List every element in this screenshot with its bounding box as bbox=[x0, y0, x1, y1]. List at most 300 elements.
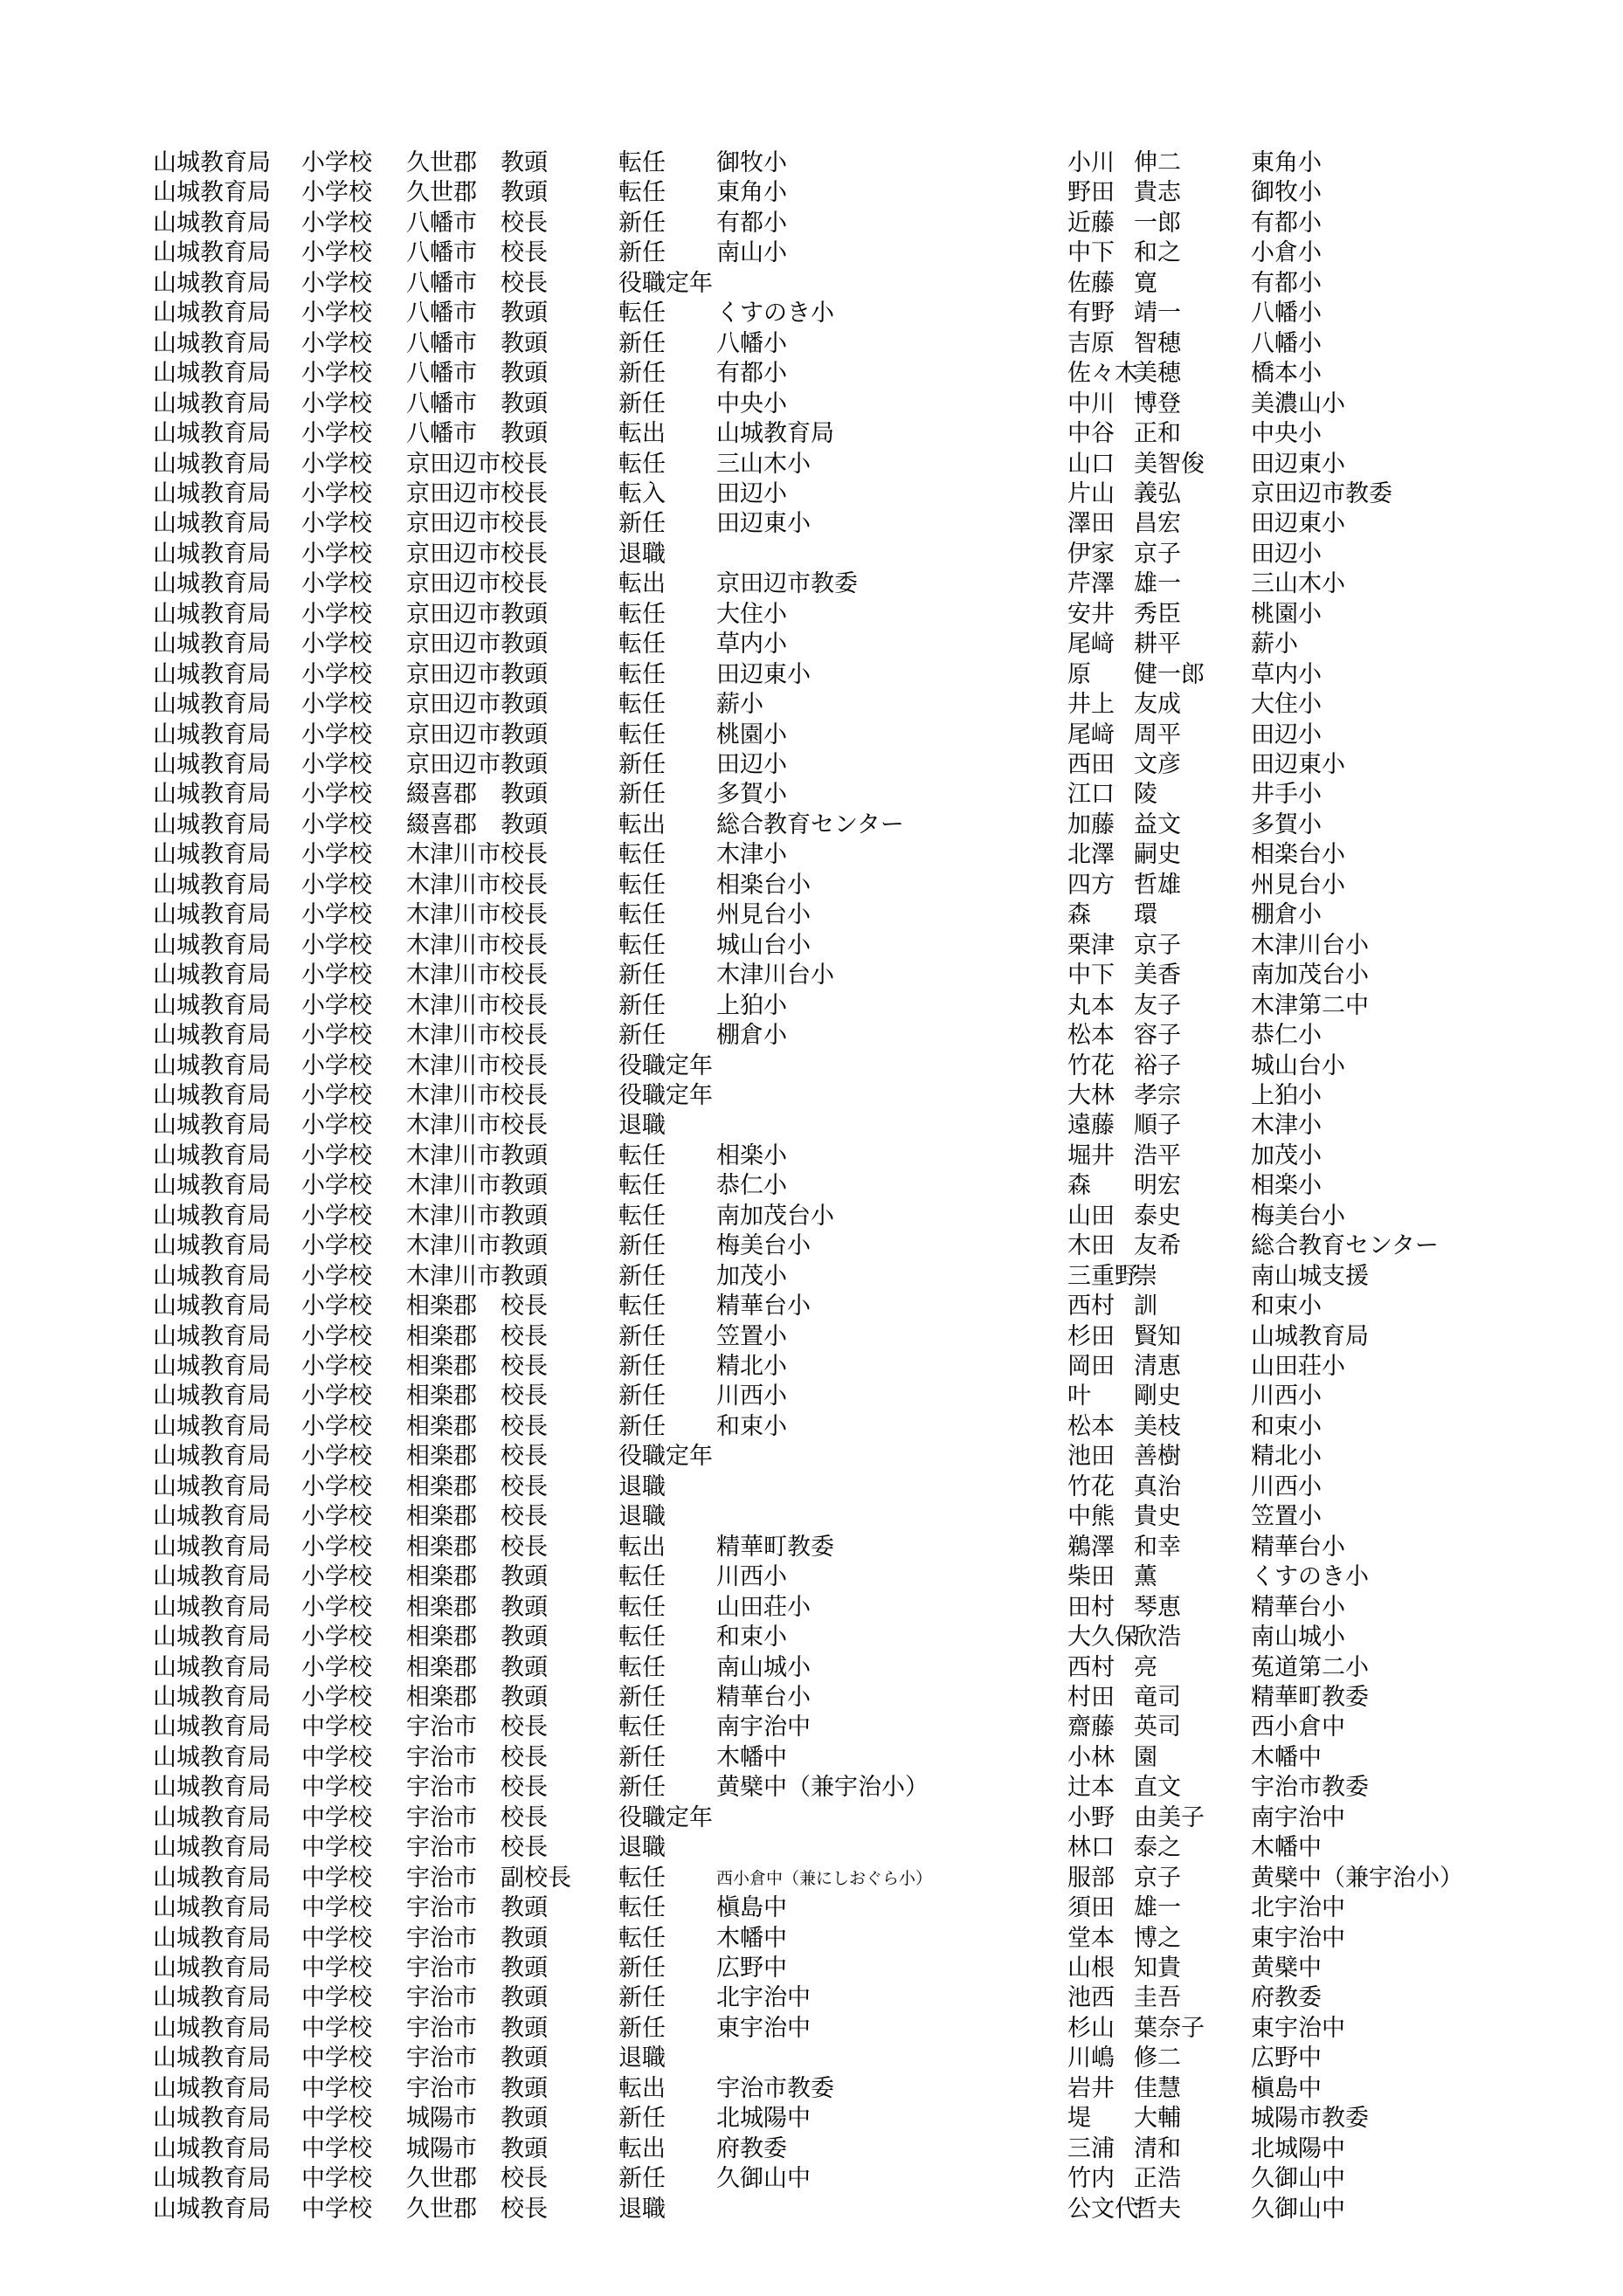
school-type-cell: 小学校 bbox=[301, 1293, 372, 1320]
municipality-cell: 相楽郡 bbox=[406, 1382, 477, 1410]
table-row bbox=[0, 1833, 1623, 1863]
surname-cell: 中川 bbox=[1067, 390, 1115, 417]
office-cell: 山城教育局 bbox=[153, 450, 271, 478]
table-row bbox=[0, 329, 1623, 359]
school-type-cell: 小学校 bbox=[301, 570, 372, 598]
change-type-cell: 転任 bbox=[618, 600, 666, 628]
table-row bbox=[0, 660, 1623, 690]
new-school-cell: 黄檗中（兼宇治小） bbox=[716, 1774, 929, 1802]
given-name-cell: 陵 bbox=[1134, 781, 1157, 809]
table-row bbox=[0, 238, 1623, 268]
surname-cell: 木田 bbox=[1067, 1232, 1115, 1260]
municipality-cell: 相楽郡 bbox=[406, 1593, 477, 1621]
municipality-cell: 相楽郡 bbox=[406, 1503, 477, 1531]
school-type-cell: 小学校 bbox=[301, 751, 372, 778]
school-type-cell: 中学校 bbox=[301, 1803, 372, 1831]
office-cell: 山城教育局 bbox=[153, 570, 271, 598]
previous-school-cell: 木津第二中 bbox=[1251, 991, 1369, 1019]
position-cell: 校長 bbox=[501, 1353, 548, 1380]
new-school-cell: 川西小 bbox=[716, 1382, 787, 1410]
previous-school-cell: 美濃山小 bbox=[1251, 390, 1345, 417]
municipality-cell: 綴喜郡 bbox=[406, 781, 477, 809]
change-type-cell: 新任 bbox=[618, 329, 666, 357]
given-name-cell: 知貴 bbox=[1134, 1955, 1181, 1982]
municipality-cell: 木津川市 bbox=[406, 1262, 501, 1290]
table-row bbox=[0, 1773, 1623, 1803]
surname-cell: 杉山 bbox=[1067, 2014, 1115, 2042]
change-type-cell: 役職定年 bbox=[618, 1051, 713, 1079]
table-row bbox=[0, 2164, 1623, 2194]
change-type-cell: 新任 bbox=[618, 360, 666, 388]
given-name-cell: 正和 bbox=[1134, 420, 1181, 448]
table-row bbox=[0, 2134, 1623, 2164]
office-cell: 山城教育局 bbox=[153, 1624, 271, 1651]
new-school-cell: 加茂小 bbox=[716, 1262, 787, 1290]
change-type-cell: 新任 bbox=[618, 962, 666, 989]
table-row bbox=[0, 840, 1623, 870]
school-type-cell: 小学校 bbox=[301, 1353, 372, 1380]
change-type-cell: 新任 bbox=[618, 2014, 666, 2042]
given-name-cell: 琴恵 bbox=[1134, 1593, 1181, 1621]
previous-school-cell: 広野中 bbox=[1251, 2044, 1322, 2072]
previous-school-cell: 木幡中 bbox=[1251, 1743, 1322, 1771]
new-school-cell: 木津小 bbox=[716, 841, 787, 869]
office-cell: 山城教育局 bbox=[153, 1022, 271, 1050]
school-type-cell: 中学校 bbox=[301, 2014, 372, 2042]
school-type-cell: 小学校 bbox=[301, 600, 372, 628]
surname-cell: 遠藤 bbox=[1067, 1112, 1115, 1140]
municipality-cell: 相楽郡 bbox=[406, 1472, 477, 1500]
office-cell: 山城教育局 bbox=[153, 1803, 271, 1831]
given-name-cell: 崇 bbox=[1134, 1262, 1157, 1290]
position-cell: 教頭 bbox=[501, 751, 548, 778]
surname-cell: 丸本 bbox=[1067, 991, 1115, 1019]
position-cell: 教頭 bbox=[501, 360, 548, 388]
position-cell: 教頭 bbox=[501, 1894, 548, 1922]
position-cell: 校長 bbox=[501, 1533, 548, 1561]
table-row bbox=[0, 1292, 1623, 1321]
school-type-cell: 小学校 bbox=[301, 1322, 372, 1350]
given-name-cell: 貴志 bbox=[1134, 179, 1181, 207]
surname-cell: 大久保 bbox=[1067, 1624, 1138, 1651]
school-type-cell: 小学校 bbox=[301, 691, 372, 719]
position-cell: 校長 bbox=[501, 1112, 548, 1140]
municipality-cell: 相楽郡 bbox=[406, 1443, 477, 1471]
school-type-cell: 小学校 bbox=[301, 1533, 372, 1561]
new-school-cell: 京田辺市教委 bbox=[716, 570, 858, 598]
school-type-cell: 小学校 bbox=[301, 1141, 372, 1169]
given-name-cell: 健一郎 bbox=[1134, 660, 1205, 688]
new-school-cell: 川西小 bbox=[716, 1563, 787, 1591]
new-school-cell: 山城教育局 bbox=[716, 420, 834, 448]
change-type-cell: 退職 bbox=[618, 540, 666, 568]
change-type-cell: 新任 bbox=[618, 1412, 666, 1440]
given-name-cell: 博登 bbox=[1134, 390, 1181, 417]
surname-cell: 北澤 bbox=[1067, 841, 1115, 869]
school-type-cell: 小学校 bbox=[301, 1412, 372, 1440]
position-cell: 教頭 bbox=[501, 1593, 548, 1621]
new-school-cell: 棚倉小 bbox=[716, 1022, 787, 1050]
school-type-cell: 小学校 bbox=[301, 1112, 372, 1140]
previous-school-cell: 八幡小 bbox=[1251, 300, 1322, 328]
change-type-cell: 新任 bbox=[618, 239, 666, 267]
surname-cell: 江口 bbox=[1067, 781, 1115, 809]
given-name-cell: 智穂 bbox=[1134, 329, 1181, 357]
position-cell: 教頭 bbox=[501, 1924, 548, 1952]
given-name-cell: 美香 bbox=[1134, 962, 1181, 989]
municipality-cell: 木津川市 bbox=[406, 841, 501, 869]
position-cell: 校長 bbox=[501, 1803, 548, 1831]
municipality-cell: 相楽郡 bbox=[406, 1322, 477, 1350]
previous-school-cell: 東宇治中 bbox=[1251, 2014, 1345, 2042]
position-cell: 教頭 bbox=[501, 1202, 548, 1230]
previous-school-cell: 相楽台小 bbox=[1251, 841, 1345, 869]
surname-cell: 堂本 bbox=[1067, 1924, 1115, 1952]
previous-school-cell: 田辺小 bbox=[1251, 721, 1322, 748]
change-type-cell: 新任 bbox=[618, 1382, 666, 1410]
table-row bbox=[0, 1141, 1623, 1171]
previous-school-cell: 北宇治中 bbox=[1251, 1894, 1345, 1922]
change-type-cell: 新任 bbox=[618, 1353, 666, 1380]
school-type-cell: 小学校 bbox=[301, 781, 372, 809]
surname-cell: 村田 bbox=[1067, 1683, 1115, 1711]
municipality-cell: 相楽郡 bbox=[406, 1563, 477, 1591]
school-type-cell: 小学校 bbox=[301, 479, 372, 507]
office-cell: 山城教育局 bbox=[153, 329, 271, 357]
table-row bbox=[0, 2195, 1623, 2224]
position-cell: 校長 bbox=[501, 479, 548, 507]
new-school-cell: 南加茂台小 bbox=[716, 1202, 834, 1230]
table-row bbox=[0, 1683, 1623, 1713]
previous-school-cell: 笠置小 bbox=[1251, 1503, 1322, 1531]
office-cell: 山城教育局 bbox=[153, 1141, 271, 1169]
office-cell: 山城教育局 bbox=[153, 1112, 271, 1140]
office-cell: 山城教育局 bbox=[153, 1202, 271, 1230]
school-type-cell: 小学校 bbox=[301, 1593, 372, 1621]
position-cell: 教頭 bbox=[501, 300, 548, 328]
given-name-cell: 薫 bbox=[1134, 1563, 1157, 1591]
office-cell: 山城教育局 bbox=[153, 2134, 271, 2162]
municipality-cell: 京田辺市 bbox=[406, 450, 501, 478]
given-name-cell: 清和 bbox=[1134, 2134, 1181, 2162]
municipality-cell: 木津川市 bbox=[406, 1051, 501, 1079]
position-cell: 校長 bbox=[501, 901, 548, 929]
previous-school-cell: 御牧小 bbox=[1251, 179, 1322, 207]
surname-cell: 四方 bbox=[1067, 871, 1115, 899]
municipality-cell: 京田辺市 bbox=[406, 600, 501, 628]
surname-cell: 公文代 bbox=[1067, 2195, 1138, 2223]
previous-school-cell: 梅美台小 bbox=[1251, 1202, 1345, 1230]
table-row bbox=[0, 390, 1623, 419]
given-name-cell: 裕子 bbox=[1134, 1051, 1181, 1079]
table-row bbox=[0, 600, 1623, 630]
table-row bbox=[0, 1533, 1623, 1562]
new-school-cell: 広野中 bbox=[716, 1955, 787, 1982]
change-type-cell: 転任 bbox=[618, 721, 666, 748]
new-school-cell: 御牧小 bbox=[716, 149, 787, 176]
change-type-cell: 新任 bbox=[618, 1322, 666, 1350]
given-name-cell: 友成 bbox=[1134, 691, 1181, 719]
previous-school-cell: 南加茂台小 bbox=[1251, 962, 1369, 989]
change-type-cell: 退職 bbox=[618, 1503, 666, 1531]
surname-cell: 川嶋 bbox=[1067, 2044, 1115, 2072]
previous-school-cell: 川西小 bbox=[1251, 1382, 1322, 1410]
change-type-cell: 新任 bbox=[618, 2165, 666, 2193]
municipality-cell: 八幡市 bbox=[406, 329, 477, 357]
position-cell: 校長 bbox=[501, 1322, 548, 1350]
given-name-cell: 大輔 bbox=[1134, 2105, 1181, 2133]
change-type-cell: 退職 bbox=[618, 1834, 666, 1862]
previous-school-cell: 八幡小 bbox=[1251, 329, 1322, 357]
municipality-cell: 宇治市 bbox=[406, 1984, 477, 2012]
new-school-cell: 府教委 bbox=[716, 2134, 787, 2162]
new-school-cell: 有都小 bbox=[716, 360, 787, 388]
given-name-cell: 環 bbox=[1134, 901, 1157, 929]
office-cell: 山城教育局 bbox=[153, 781, 271, 809]
new-school-cell: 南山城小 bbox=[716, 1653, 811, 1681]
surname-cell: 鵜澤 bbox=[1067, 1533, 1115, 1561]
table-row bbox=[0, 419, 1623, 449]
position-cell: 校長 bbox=[501, 2195, 548, 2223]
office-cell: 山城教育局 bbox=[153, 2044, 271, 2072]
previous-school-cell: 三山木小 bbox=[1251, 570, 1345, 598]
position-cell: 校長 bbox=[501, 931, 548, 959]
surname-cell: 小林 bbox=[1067, 1743, 1115, 1771]
position-cell: 校長 bbox=[501, 1743, 548, 1771]
table-row bbox=[0, 2104, 1623, 2134]
position-cell: 校長 bbox=[501, 841, 548, 869]
new-school-cell: 田辺東小 bbox=[716, 510, 811, 538]
school-type-cell: 小学校 bbox=[301, 420, 372, 448]
previous-school-cell: 桃園小 bbox=[1251, 600, 1322, 628]
change-type-cell: 新任 bbox=[618, 781, 666, 809]
office-cell: 山城教育局 bbox=[153, 1864, 271, 1892]
change-type-cell: 新任 bbox=[618, 1955, 666, 1982]
position-cell: 校長 bbox=[501, 510, 548, 538]
previous-school-cell: 木津小 bbox=[1251, 1112, 1322, 1140]
surname-cell: 森 bbox=[1067, 1172, 1091, 1200]
change-type-cell: 転任 bbox=[618, 631, 666, 658]
previous-school-cell: 川西小 bbox=[1251, 1472, 1322, 1500]
position-cell: 教頭 bbox=[501, 600, 548, 628]
office-cell: 山城教育局 bbox=[153, 1443, 271, 1471]
change-type-cell: 転任 bbox=[618, 1894, 666, 1922]
surname-cell: 大林 bbox=[1067, 1081, 1115, 1109]
previous-school-cell: 木幡中 bbox=[1251, 1834, 1322, 1862]
office-cell: 山城教育局 bbox=[153, 1774, 271, 1802]
office-cell: 山城教育局 bbox=[153, 420, 271, 448]
school-type-cell: 小学校 bbox=[301, 390, 372, 417]
surname-cell: 池西 bbox=[1067, 1984, 1115, 2012]
municipality-cell: 宇治市 bbox=[406, 2014, 477, 2042]
previous-school-cell: 和束小 bbox=[1251, 1412, 1322, 1440]
new-school-cell: 大住小 bbox=[716, 600, 787, 628]
position-cell: 教頭 bbox=[501, 1683, 548, 1711]
table-row bbox=[0, 450, 1623, 479]
surname-cell: 辻本 bbox=[1067, 1774, 1115, 1802]
surname-cell: 松本 bbox=[1067, 1412, 1115, 1440]
school-type-cell: 中学校 bbox=[301, 1955, 372, 1982]
previous-school-cell: 南山城支援 bbox=[1251, 1262, 1369, 1290]
given-name-cell: 容子 bbox=[1134, 1022, 1181, 1050]
previous-school-cell: 久御山中 bbox=[1251, 2165, 1345, 2193]
position-cell: 教頭 bbox=[501, 660, 548, 688]
previous-school-cell: 南山城小 bbox=[1251, 1624, 1345, 1651]
school-type-cell: 小学校 bbox=[301, 660, 372, 688]
school-type-cell: 小学校 bbox=[301, 1262, 372, 1290]
new-school-cell: 総合教育センター bbox=[716, 810, 904, 838]
change-type-cell: 新任 bbox=[618, 390, 666, 417]
office-cell: 山城教育局 bbox=[153, 1713, 271, 1741]
surname-cell: 須田 bbox=[1067, 1894, 1115, 1922]
office-cell: 山城教育局 bbox=[153, 721, 271, 748]
table-row bbox=[0, 1803, 1623, 1833]
school-type-cell: 中学校 bbox=[301, 1774, 372, 1802]
municipality-cell: 木津川市 bbox=[406, 962, 501, 989]
surname-cell: 堀井 bbox=[1067, 1141, 1115, 1169]
office-cell: 山城教育局 bbox=[153, 360, 271, 388]
table-row bbox=[0, 1111, 1623, 1141]
surname-cell: 尾﨑 bbox=[1067, 721, 1115, 748]
position-cell: 教頭 bbox=[501, 329, 548, 357]
surname-cell: 芹澤 bbox=[1067, 570, 1115, 598]
position-cell: 校長 bbox=[501, 239, 548, 267]
school-type-cell: 中学校 bbox=[301, 2105, 372, 2133]
given-name-cell: 正浩 bbox=[1134, 2165, 1181, 2193]
given-name-cell: 雄一 bbox=[1134, 1894, 1181, 1922]
new-school-cell: 多賀小 bbox=[716, 781, 787, 809]
position-cell: 教頭 bbox=[501, 1232, 548, 1260]
position-cell: 教頭 bbox=[501, 2105, 548, 2133]
previous-school-cell: 宇治市教委 bbox=[1251, 1774, 1369, 1802]
position-cell: 校長 bbox=[501, 450, 548, 478]
school-type-cell: 小学校 bbox=[301, 1472, 372, 1500]
position-cell: 教頭 bbox=[501, 390, 548, 417]
position-cell: 校長 bbox=[501, 1834, 548, 1862]
previous-school-cell: 井手小 bbox=[1251, 781, 1322, 809]
previous-school-cell: 城陽市教委 bbox=[1251, 2105, 1369, 2133]
previous-school-cell: 薪小 bbox=[1251, 631, 1298, 658]
given-name-cell: 文彦 bbox=[1134, 751, 1181, 778]
position-cell: 校長 bbox=[501, 1472, 548, 1500]
office-cell: 山城教育局 bbox=[153, 1683, 271, 1711]
table-row bbox=[0, 1983, 1623, 2013]
surname-cell: 林口 bbox=[1067, 1834, 1115, 1862]
surname-cell: 中下 bbox=[1067, 239, 1115, 267]
office-cell: 山城教育局 bbox=[153, 871, 271, 899]
new-school-cell: 南山小 bbox=[716, 239, 787, 267]
office-cell: 山城教育局 bbox=[153, 239, 271, 267]
previous-school-cell: 精華町教委 bbox=[1251, 1683, 1369, 1711]
change-type-cell: 転任 bbox=[618, 450, 666, 478]
given-name-cell: 嗣史 bbox=[1134, 841, 1181, 869]
school-type-cell: 中学校 bbox=[301, 2134, 372, 2162]
position-cell: 校長 bbox=[501, 1051, 548, 1079]
school-type-cell: 中学校 bbox=[301, 2165, 372, 2193]
municipality-cell: 相楽郡 bbox=[406, 1353, 477, 1380]
municipality-cell: 宇治市 bbox=[406, 1894, 477, 1922]
change-type-cell: 転任 bbox=[618, 300, 666, 328]
change-type-cell: 役職定年 bbox=[618, 1803, 713, 1831]
previous-school-cell: 橋本小 bbox=[1251, 360, 1322, 388]
surname-cell: 中谷 bbox=[1067, 420, 1115, 448]
table-row bbox=[0, 810, 1623, 840]
office-cell: 山城教育局 bbox=[153, 691, 271, 719]
surname-cell: 佐藤 bbox=[1067, 269, 1115, 297]
municipality-cell: 宇治市 bbox=[406, 1743, 477, 1771]
surname-cell: 岡田 bbox=[1067, 1353, 1115, 1380]
given-name-cell: 剛史 bbox=[1134, 1382, 1181, 1410]
surname-cell: 叶 bbox=[1067, 1382, 1091, 1410]
school-type-cell: 中学校 bbox=[301, 1864, 372, 1892]
school-type-cell: 小学校 bbox=[301, 841, 372, 869]
change-type-cell: 転任 bbox=[618, 1141, 666, 1169]
new-school-cell: 宇治市教委 bbox=[716, 2074, 834, 2102]
position-cell: 教頭 bbox=[501, 1141, 548, 1169]
table-row bbox=[0, 721, 1623, 750]
change-type-cell: 新任 bbox=[618, 1743, 666, 1771]
position-cell: 教頭 bbox=[501, 691, 548, 719]
given-name-cell: 耕平 bbox=[1134, 631, 1181, 658]
table-row bbox=[0, 509, 1623, 539]
position-cell: 教頭 bbox=[501, 149, 548, 176]
table-row bbox=[0, 991, 1623, 1021]
table-row bbox=[0, 2044, 1623, 2073]
previous-school-cell: くすのき小 bbox=[1251, 1563, 1369, 1591]
position-cell: 校長 bbox=[501, 1412, 548, 1440]
new-school-cell: 南宇治中 bbox=[716, 1713, 811, 1741]
change-type-cell: 退職 bbox=[618, 2044, 666, 2072]
school-type-cell: 小学校 bbox=[301, 901, 372, 929]
position-cell: 校長 bbox=[501, 1774, 548, 1802]
position-cell: 教頭 bbox=[501, 2134, 548, 2162]
school-type-cell: 中学校 bbox=[301, 1834, 372, 1862]
table-row bbox=[0, 1352, 1623, 1382]
surname-cell: 松本 bbox=[1067, 1022, 1115, 1050]
previous-school-cell: 黄檗中（兼宇治小） bbox=[1251, 1864, 1463, 1892]
previous-school-cell: 上狛小 bbox=[1251, 1081, 1322, 1109]
table-row bbox=[0, 1051, 1623, 1081]
surname-cell: 佐々木 bbox=[1067, 360, 1138, 388]
municipality-cell: 木津川市 bbox=[406, 991, 501, 1019]
table-row bbox=[0, 1954, 1623, 1983]
municipality-cell: 久世郡 bbox=[406, 179, 477, 207]
municipality-cell: 木津川市 bbox=[406, 1202, 501, 1230]
school-type-cell: 小学校 bbox=[301, 1022, 372, 1050]
table-row bbox=[0, 1562, 1623, 1592]
municipality-cell: 久世郡 bbox=[406, 149, 477, 176]
school-type-cell: 小学校 bbox=[301, 1172, 372, 1200]
school-type-cell: 小学校 bbox=[301, 810, 372, 838]
municipality-cell: 京田辺市 bbox=[406, 510, 501, 538]
change-type-cell: 退職 bbox=[618, 2195, 666, 2223]
previous-school-cell: 槇島中 bbox=[1251, 2074, 1322, 2102]
school-type-cell: 小学校 bbox=[301, 450, 372, 478]
municipality-cell: 八幡市 bbox=[406, 300, 477, 328]
office-cell: 山城教育局 bbox=[153, 1262, 271, 1290]
office-cell: 山城教育局 bbox=[153, 2195, 271, 2223]
table-row bbox=[0, 1472, 1623, 1502]
new-school-cell: 精華町教委 bbox=[716, 1533, 834, 1561]
given-name-cell: 由美子 bbox=[1134, 1803, 1205, 1831]
school-type-cell: 小学校 bbox=[301, 1563, 372, 1591]
given-name-cell: 直文 bbox=[1134, 1774, 1181, 1802]
previous-school-cell: 州見台小 bbox=[1251, 871, 1345, 899]
school-type-cell: 中学校 bbox=[301, 1713, 372, 1741]
given-name-cell: 京子 bbox=[1134, 540, 1181, 568]
surname-cell: 西村 bbox=[1067, 1653, 1115, 1681]
municipality-cell: 京田辺市 bbox=[406, 721, 501, 748]
